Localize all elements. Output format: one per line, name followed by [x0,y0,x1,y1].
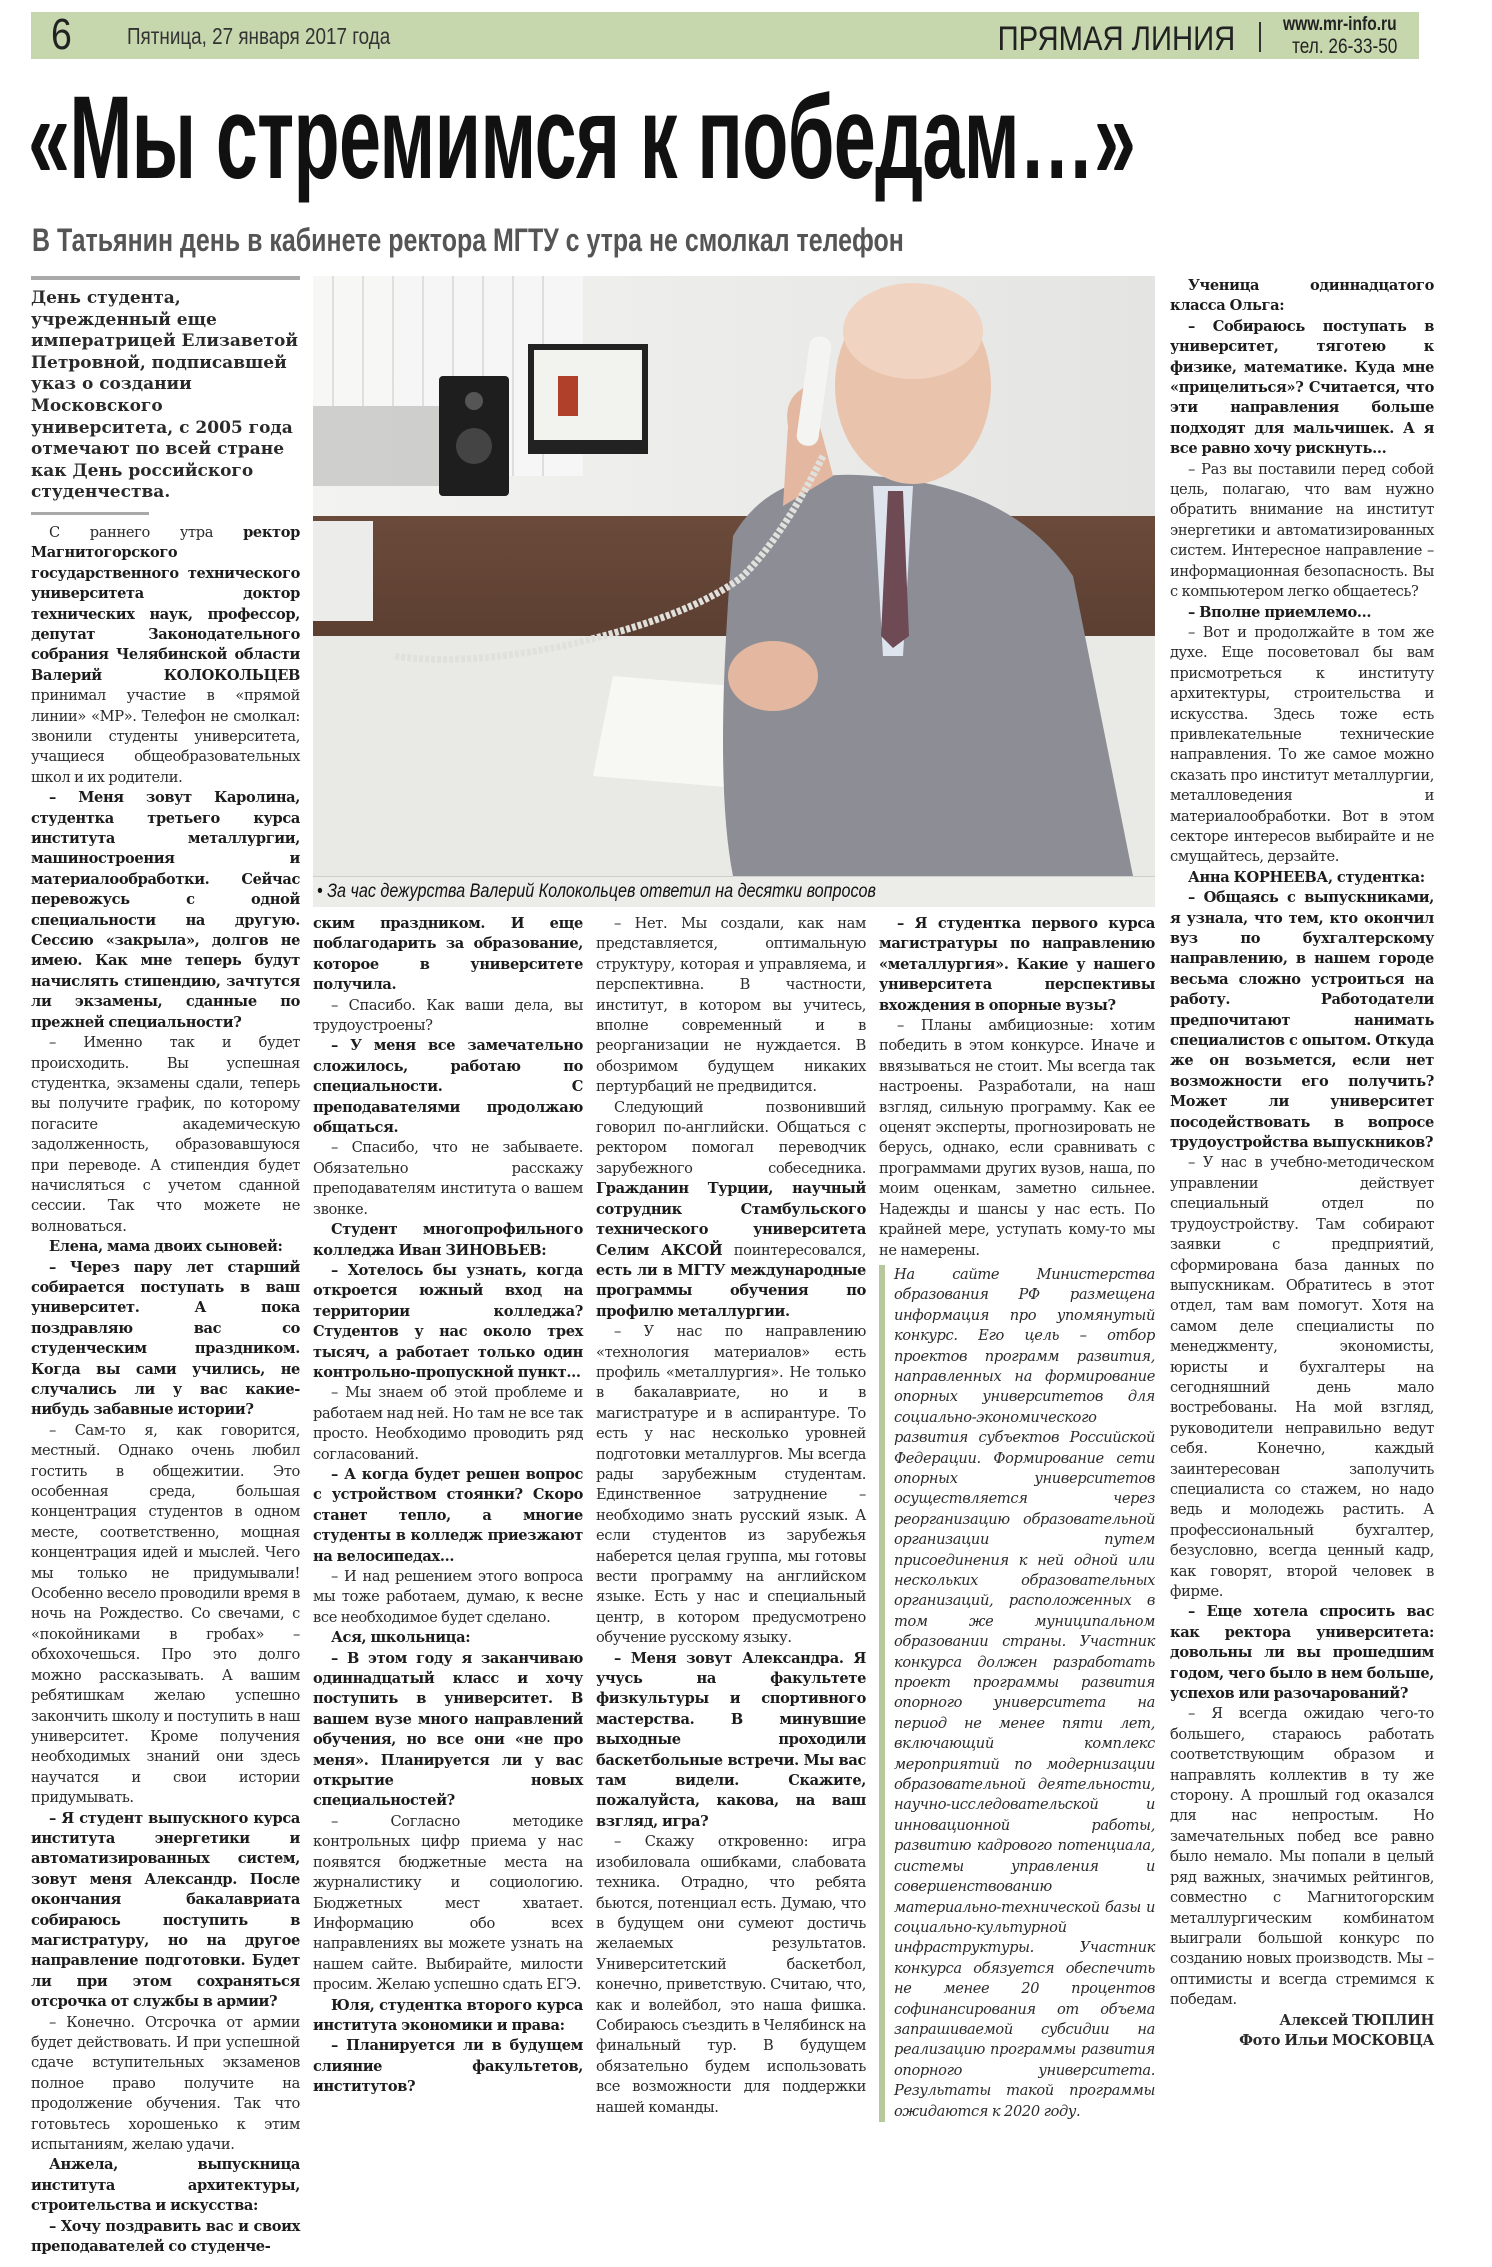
photo-caption-bar [313,876,1155,907]
text-run: поинтересовался, [722,1241,866,1259]
bold-text-run: – Меня зовут Александра. Я учусь на факультете физкультуры и спортивного мастерства. В минувшие выходные проходили баскетбольные встречи. Мы вас там видели. Скажите, пожалуйста, какова, на ваш взгляд, игра? [596,1649,866,1830]
text-run: – Скажу откровенно: игра изобиловала ошибками, слабовата техника. Отрадно, что ребята бьются, потенциал есть. Думаю, что в будущем они сумеют достичь желаемых результатов. Университетский баскетбол, конечно, приветствую. Считаю, что, как и волейбол, это наша фишка. Собираюсь съездить в Челябинск на финальный тур. В будущем обязательно будем использовать все возможности для поддержки нашей команды. [596,1833,866,2116]
article-paragraph [879,914,1155,1016]
article-paragraph [31,523,300,788]
text-run: – Планы амбициозные: хотим победить в этом конкурсе. Иначе и ввязываться не стоит. Мы всегда так настроены. Разработали, на наш взгляд, сильную программу. Как ее оценят эксперты, прогнозировать не берусь, однако, если сравнивать с программами других вузов, наша, по моим оценкам, заметно сильнее. Надежды и шансы у нас есть. По крайней мере, уступать кому-то мы не намерены. [879,1017,1155,1259]
text-run: – Раз вы поставили перед собой цель, полагаю, что вам нужно обратить внимание на институт энергетики и автоматизированных систем. Интересное направление – информационная безопасность. Вы с компьютером легко общаетесь? [1170,460,1434,601]
article-paragraph [596,1322,866,1649]
article-paragraph [1170,1704,1434,2010]
bold-text-run: – Меня зовут Каролина, студентка третьего курса института металлургии, машиностроения и материалообработки. Сейчас перевожусь с одной специальности на другую. Сессию «закрыла», долгов не имею. Как мне теперь будут начислять стипендию, зачтутся ли экзамены, сданные по прежней специальности? [31,789,300,1031]
article-paragraph [313,2036,583,2097]
article-headline: «Мы стремимся к победам…» [28,72,1136,204]
article-paragraph [31,788,300,1033]
text-run: – Я всегда ожидаю чего-то большего, стараюсь работать соответствующим образом и направлять коллектив в ту же сторону. А прошлый год оказался для нас непростым. Но замечательных побед все равно было немало. Мы попали в целый ряд важных, значимых рейтингов, совместно с Магнитогорским металлургическим комбинатом выиграли большой конкурс по созданию новых производств. Мы – оптимисты и всегда стремимся к победам. [1170,1705,1434,2009]
byline-block [1170,2011,1434,2052]
bold-text-run: – Собираюсь поступать в университет, тяготею к физике, математике. Куда мне «прицелиться»? Считается, что эти направления больше подходят для мальчишек. А я все равно хочу рискнуть… [1170,317,1434,458]
article-paragraph [31,2217,300,2258]
article-paragraph [1170,888,1434,1153]
bold-text-run: ректор Магнитогорского государственного технического университета доктор технических наук, профессор, депутат Законодательного собрания Челябинской области Валерий КОЛОКОЛЬЦЕВ [31,523,300,684]
text-run: – Спасибо, что не забываете. Обязательно расскажу преподавателям института о вашем звонке. [313,1139,583,1218]
bold-text-run: – Через пару лет старший собирается поступать в ваш университет. А пока поздравляю вас со студенческим праздником. Когда вы сами учились, не случались ли у вас какие-нибудь забавные истории? [31,1258,300,1419]
article-paragraph [313,1996,583,2037]
text-run: – И над решением этого вопроса мы тоже работаем, думаю, к весне все необходимое будет сделано. [313,1568,583,1626]
article-paragraph [313,1567,583,1628]
article-paragraph [313,1220,583,1261]
article-paragraph [596,914,866,1098]
text-run: – Вот и продолжайте в том же духе. Еще посоветовал бы вам присмотреться к институту архитектуры, строительства и искусства. Здесь тоже есть привлекательные технические направления. То же самое можно сказать про институт металлургии, металловедения и материалообработки. Вот в этом секторе интересов выбирайте и не смущайтесь, дерзайте. [1170,623,1434,866]
article-paragraph [31,1421,300,1809]
bold-text-run: – Общаясь с выпускниками, я узнала, что тем, кто окончил вуз по бухгалтерскому направлению, в нашем городе весьма сложно устроиться на работу. Работодатели предпочитают нанимать специалистов с опытом. Откуда же он возьмется, если нет возможности его получить? Может ли университет посодействовать в вопросе трудоустройства выпускников? [1170,889,1434,1152]
text-run: – Согласно методике контрольных цифр приема у нас появятся бюджетные места на журналистику и социологию. Бюджетных мест хватает. Информацию обо всех направлениях вы можете узнать на нашем сайте. Выбирайте, милости просим. Желаю успешно сдать ЕГЭ. [313,1812,583,1994]
bold-text-run: Гражданин Турции, научный сотрудник Стамбульского технического университета Селим АКСОЙ [596,1180,866,1259]
article-paragraph [1170,460,1434,603]
text-run: принимал участие в «прямой линии» «МР». Телефон не смолкал: звонили студенты университета, учащиеся общеобразовательных школ и их родители. [31,687,300,786]
lead-bottom-rule [31,512,149,515]
article-paragraph [313,1138,583,1220]
page-number: 6 [51,10,72,59]
article-paragraph [313,1628,583,1648]
article-paragraph [596,1098,866,1322]
bold-text-run: – У меня все замечательно сложилось, работаю по специальности. С преподавателями продолжаю общаться. [313,1037,583,1137]
article-paragraph [313,1812,583,1996]
bold-text-run: Ученица одиннадцатого класса Ольга: [1170,277,1434,315]
text-run: – Конечно. Отсрочка от армии будет действовать. И при успешной сдаче вступительных экзаменов полное право получите на продолжение обучения. Так что готовьтесь хорошенько к этим испытаниям, желаю удачи. [31,2013,300,2154]
article-paragraph [313,996,583,1037]
article-column-1 [31,276,300,2257]
photo-illustration [313,276,1155,876]
text-run: – Спасибо. Как ваши дела, вы трудоустроены? [313,996,583,1035]
photo-credit: Фото Ильи МОСКОВЦА [1239,2031,1434,2049]
article-paragraph [1170,603,1434,623]
bold-text-run: Анжела, выпускница института архитектуры, строительства и искусства: [31,2156,300,2215]
text-run: – Сам-то я, как говорится, местный. Однако очень любил гостить в общежитии. Это особенная среда, большая концентрация студентов в одном месте, соответственно, мощная концентрация идей и мыслей. Чего мы только не придумывали! Особенно весело проводили время в ночь на Рождество. Со свечами, с «покойниками в гробах» – обхохочешься. Про это долго можно рассказывать. А вашим ребятишкам желаю успешно закончить школу и поступить в наш университет. Кроме получения необходимых знаний они здесь научатся и свои истории придумывать. [31,1421,300,1807]
article-paragraph [31,1258,300,1421]
bold-text-run: – Планируется ли в будущем слияние факультетов, институтов? [313,2037,583,2096]
text-run: – Нет. Мы создали, как нам представляется, оптимальную структуру, которая и управляема, и перспективна. В частности, институт, в котором вы учитесь, вполне современный и в реорганизации не нуждается. В обозримом будущем никаких пертурбаций не предвидится. [596,915,866,1096]
article-paragraph [879,1016,1155,1261]
article-paragraph [1170,623,1434,868]
bold-text-run: – Еще хотела спросить вас как ректора университета: довольны ли вы прошедшим годом, чего было в нем больше, успехов или разочарований? [1170,1603,1434,1703]
bold-text-run: – Я студент выпускного курса института энергетики и автоматизированных систем, зовут меня Александр. После окончания бакалавриата собираюсь поступить в магистратуру, но на другое направление подготовки. Будет ли при этом сохраняться отсрочка от службы в армии? [31,1809,300,2011]
article-paragraph [313,914,583,996]
author-name: Алексей ТЮПЛИН [1279,2011,1434,2029]
contact-phone: тел. 26-33-50 [1291,35,1397,58]
bold-text-run: есть ли в МГТУ международные программы обучения по профилю металлургии. [596,1261,866,1320]
bold-text-run: Студент многопрофильного колледжа Иван ЗИНОВЬЕВ: [313,1221,583,1259]
article-column-2 [313,914,583,2098]
photo-caption: • За час дежурства Валерий Колокольцев ответил на десятки вопросов [317,881,876,902]
article-paragraph [313,1036,583,1138]
article-paragraph [1170,1153,1434,1602]
bold-text-run: – Хочу поздравить вас и своих преподавателей со студенче- [31,2217,300,2256]
article-column-5 [1170,276,1434,2051]
text-run: – Именно так и будет происходить. Вы успешная студентка, экзамены сдали, теперь вы получите график, по которому погасите академическую задолженность, образовавшуюся при переводе. А стипендия будет начисляться с учетом сданной сессии. Так что можете не волноваться. [31,1034,300,1235]
bold-text-run: – А когда будет решен вопрос с устройством стоянки? Скоро станет тепло, а многие студенты в колледж приезжают на велосипедах… [313,1465,583,1565]
article-paragraph [1170,868,1434,888]
article-paragraph [313,1465,583,1567]
article-column-4 [879,914,1155,2122]
article-paragraph [1170,317,1434,460]
text-run: – У нас в учебно-методическом управлении действует специальный отдел по трудоустройству. Там собирают заявки с предприятий, сформирована база данных по выпускникам. Обратитесь в этот отдел, там вам помогут. Хотя на самом деле специалисты по менеджменту, экономисты, юристы и бухгалтеры на сегодняшний день мало востребованы. На мой взгляд, руководители неправильно ведут себя. Конечно, каждый заинтересован заполучить специалиста со стажем, но надо ведь и молодежь растить. А профессиональный бухгалтер, безусловно, всегда ценный кадр, как говорят, второй человек в фирме. [1170,1154,1434,1600]
bold-text-run: Елена, мама двоих сыновей: [49,1238,283,1256]
bold-text-run: Юля, студентка второго курса института экономики и права: [313,1996,583,2034]
article-paragraph [313,1649,583,1812]
article-photo [313,276,1155,876]
article-paragraph [31,2155,300,2216]
article-paragraph [596,1649,866,1833]
bold-text-run: Ася, школьница: [331,1629,471,1647]
info-sidebar: На сайте Министерства образования РФ размещена информация про упомянутый конкурс. Его цель – отбор проектов программ развития, направленных на формирование опорных университетов для социально-экономического развития субъектов Российской Федерации. Формирование сети опорных университетов осуществляется через реорганизацию образовательной организации путем присоединения к ней одной или нескольких образовательных организаций, расположенных в том же муниципальном образовании страны. Участник конкурса должен разработать проект программы развития опорного университета на период не менее пяти лет, включающий комплекс мероприятий по модернизации образовательной деятельности, научно-исследовательской и инновационной работы, развитию кадрового потенциала, системы управления и совершенствованию материально-технической базы и социально-культурной инфраструктуры. Участник конкурса обязуется обеспечить не менее 20 процентов софинансирования от объема запрашиваемой субсидии на реализацию программы развития опорного университета. Результаты такой программы ожидаются к 2020 году. [879,1265,1155,2122]
article-paragraph [31,1809,300,2013]
header-divider [1259,22,1261,52]
article-paragraph [31,2013,300,2156]
article-lead: День студента, учрежденный еще императрицей Елизаветой Петровной, подписавшей указ о создании Московского университета, с 2005 года отмечают по всей стране как День российского студенчества. [31,288,298,503]
article-paragraph [1170,276,1434,317]
bold-text-run: Анна КОРНЕЕВА, студентка: [1188,868,1425,886]
article-subheadline: В Татьянин день в кабинете ректора МГТУ с утра не смолкал телефон [32,222,904,258]
article-paragraph [313,1261,583,1383]
bold-text-run: – В этом году я заканчиваю одиннадцатый класс и хочу поступить в университет. В вашем вузе много направлений обучения, но все они «не про меня». Планируется ли у вас открытие новых специальностей? [313,1649,583,1810]
bold-text-run: – Я студентка первого курса магистратуры по направлению «металлургия». Какие у нашего университета перспективы вхождения в опорные вузы? [879,915,1155,1014]
website-link[interactable]: www.mr-info.ru [1283,14,1397,35]
lead-top-rule [31,276,300,280]
text-run: С раннего утра [49,523,244,541]
issue-date: Пятница, 27 января 2017 года [127,23,391,49]
bold-text-run: – Вполне приемлемо… [1188,603,1372,621]
article-column-3 [596,914,866,2118]
article-paragraph [1170,1602,1434,1704]
article-paragraph [31,1033,300,1237]
article-paragraph [313,1383,583,1465]
bold-text-run: ским праздником. И еще поблагодарить за образование, которое в университете получила. [313,915,583,994]
text-run: – Мы знаем об этой проблеме и работаем над ней. Но там не все так просто. Необходимо проводить ряд согласований. [313,1384,583,1463]
section-title: ПРЯМАЯ ЛИНИЯ [997,20,1235,58]
article-paragraph [596,1832,866,2118]
desk-phone [313,521,373,621]
text-run: Следующий позвонивший говорил по-английски. Общаться с ректором помогал переводчик зарубежного собеседника. [596,1098,866,1177]
text-run: – У нас по направлению «технология материалов» есть профиль «металлургия». Не только в бакалавриате, но и в магистратуре и в аспирантуре. То есть у нас несколько уровней подготовки металлургов. Мы всегда рады зарубежным студентам. Единственное затруднение – необходимо знать русский язык. А если студентов из зарубежья наберется целая группа, мы готовы вести программу на английском языке. Есть у нас и специальный центр, в котором предусмотрено обучение русскому языку. [596,1323,866,1647]
article-paragraph [31,1237,300,1257]
page-header-bar [31,12,1419,59]
bold-text-run: – Хотелось бы узнать, когда откроется южный вход на территории колледжа? Студентов у нас около трех тысяч, а работает только один контрольно-пропускной пункт… [313,1261,583,1381]
